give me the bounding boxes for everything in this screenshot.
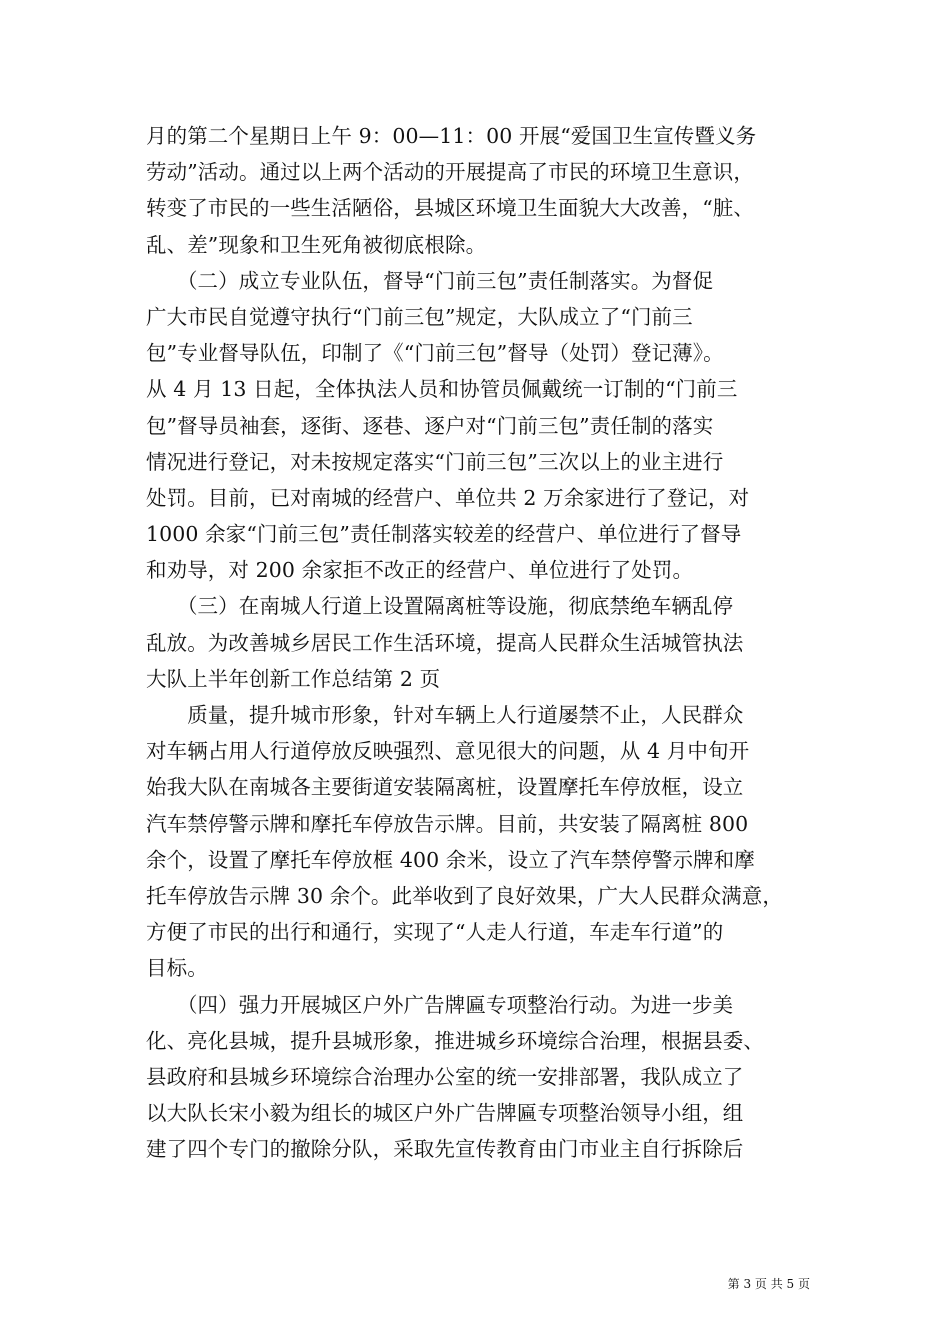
text-line-22: 托车停放告示牌 30 余个。此举收到了良好效果，广大人民群众满意， [146, 883, 783, 908]
text-line-27: 县政府和县城乡环境综合治理办公室的统一安排部署，我队成立了 [146, 1064, 744, 1089]
text-line-13: 和劝导，对 200 余家拒不改正的经营户、单位进行了处罚。 [146, 558, 694, 583]
page-number-footer: 第 3 页 共 5 页 [727, 1277, 810, 1291]
text-line-21: 余个，设置了摩托车停放框 400 余米，设立了汽车禁停警示牌和摩 [146, 847, 755, 872]
text-line-3: 转变了市民的一些生活陋俗，县城区环境卫生面貌大大改善，“脏、 [146, 196, 754, 221]
text-line-11: 处罚。目前，已对南城的经营户、单位共 2 万余家进行了登记，对 [146, 485, 750, 510]
text-line-9: 包”督导员袖套，逐街、逐巷、逐户对“门前三包”责任制的落实 [146, 413, 714, 438]
text-line-7: 包”专业督导队伍，印制了《“门前三包”督导（处罚）登记薄》。 [146, 341, 724, 366]
document-body [146, 118, 811, 1167]
text-line-29: 建了四个专门的撤除分队，采取先宣传教育由门市业主自行拆除后 [146, 1137, 744, 1162]
text-line-1: 月的第二个星期日上午 9：00—11：00 开展“爱国卫生宣传暨义务 [146, 124, 757, 148]
text-line-10: 情况进行登记，对未按规定落实“门前三包”三次以上的业主进行 [146, 449, 724, 474]
text-line-8: 从 4 月 13 日起，全体执法人员和协管员佩戴统一订制的“门前三 [146, 377, 738, 402]
text-line-20: 汽车禁停警示牌和摩托车停放告示牌。目前，共安装了隔离桩 800 [146, 811, 749, 836]
text-line-25: （四）强力开展城区户外广告牌匾专项整治行动。为进一步美 [146, 992, 734, 1017]
text-line-18: 对车辆占用人行道停放反映强烈、意见很大的问题，从 4 月中旬开 [146, 739, 750, 764]
text-line-12: 1000 余家“门前三包”责任制落实较差的经营户、单位进行了督导 [146, 522, 742, 547]
text-line-26: 化、亮化县城，提升县城形象，推进城乡环境综合治理，根据县委、 [146, 1028, 764, 1053]
text-line-16: 大队上半年创新工作总结第 2 页 [146, 666, 441, 691]
text-line-23: 方便了市民的出行和通行，实现了“人走人行道，车走车行道”的 [146, 920, 724, 945]
text-line-24: 目标。 [146, 956, 208, 981]
text-line-6: 广大市民自觉遵守执行“门前三包”规定，大队成立了“门前三 [146, 304, 693, 329]
text-line-2: 劳动”活动。通过以上两个活动的开展提高了市民的环境卫生意识， [146, 160, 754, 185]
text-line-5: （二）成立专业队伍，督导“门前三包”责任制落实。为督促 [146, 268, 714, 293]
text-line-17: 质量，提升城市形象，针对车辆上人行道屡禁不止，人民群众 [146, 703, 744, 727]
text-line-14: （三）在南城人行道上设置隔离桩等设施，彻底禁绝车辆乱停 [146, 594, 734, 619]
text-line-4: 乱、差”现象和卫生死角被彻底根除。 [146, 232, 487, 257]
text-line-15: 乱放。为改善城乡居民工作生活环境，提高人民群众生活城管执法 [146, 630, 744, 655]
text-line-28: 以大队长宋小毅为组长的城区户外广告牌匾专项整治领导小组，组 [146, 1101, 744, 1126]
text-line-19: 始我大队在南城各主要街道安装隔离桩，设置摩托车停放框，设立 [146, 775, 744, 800]
